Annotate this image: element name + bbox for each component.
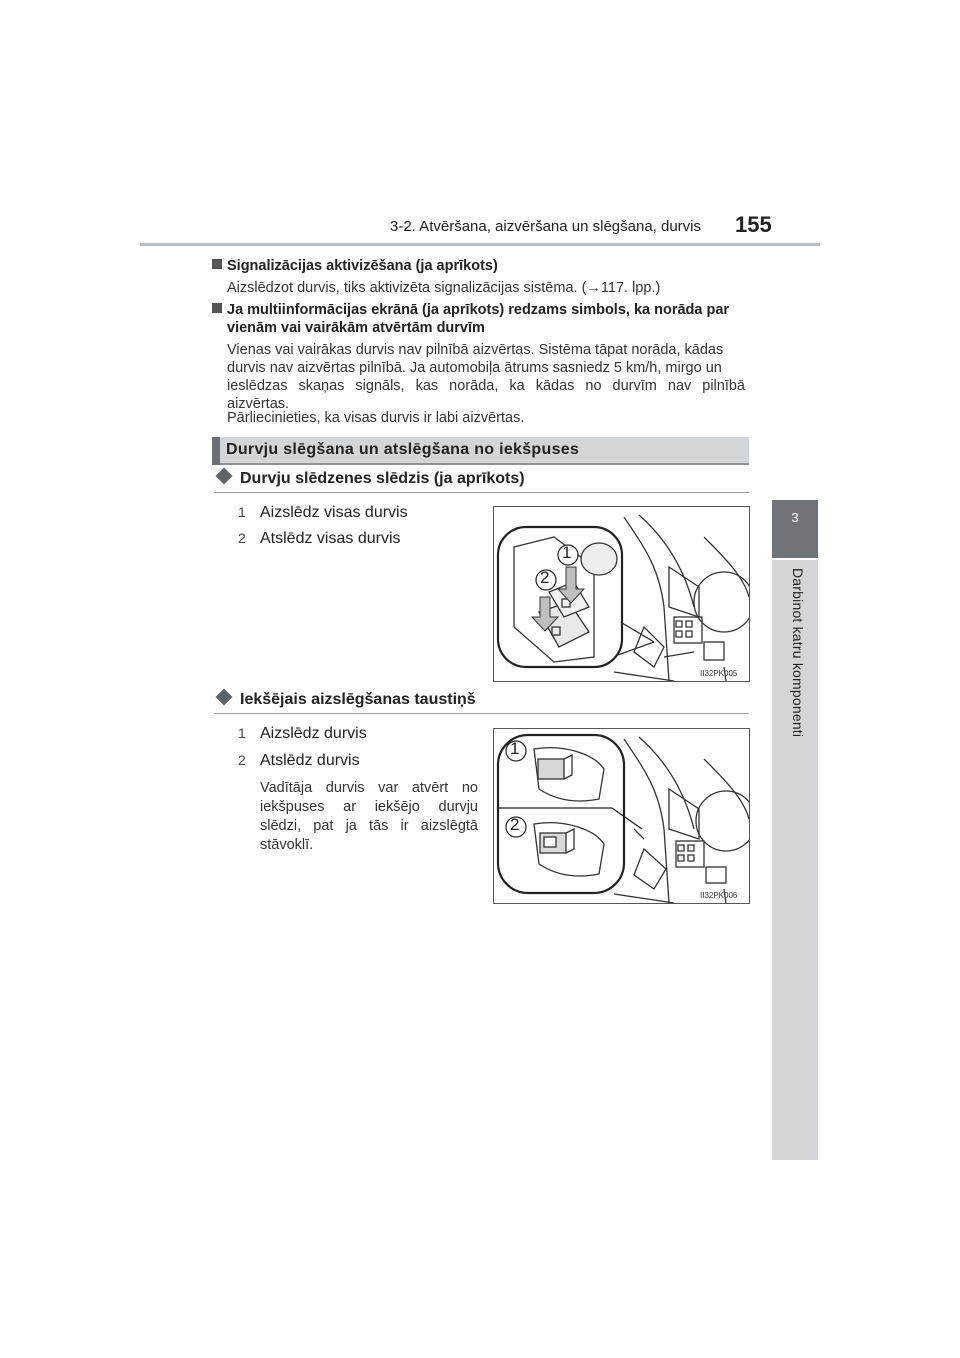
- door-lock-switch-illustration: [494, 507, 749, 681]
- figure-callout: 1: [510, 739, 520, 758]
- inside-lock-button-figure: [493, 728, 750, 904]
- note-line2: iekšpuses ar iekšējo durvju: [260, 799, 478, 815]
- item-label: Atslēdz durvis: [260, 752, 360, 769]
- figure-callout: 1: [562, 543, 572, 562]
- open-door-text-line2: durvis nav aizvērtas pilnībā. Ja automobiļa ātrums sasniedz 5 km/h, mirgo un: [227, 360, 722, 376]
- subsection-divider: [214, 492, 749, 493]
- page-number: 155: [735, 212, 772, 237]
- square-bullet-icon: [212, 303, 222, 313]
- door-lock-switch-figure: [493, 506, 750, 682]
- diamond-bullet-icon: [216, 468, 233, 485]
- item-label: Aizslēdz durvis: [260, 725, 367, 742]
- item-number: 2: [238, 752, 246, 768]
- chapter-tab: 3: [772, 500, 818, 558]
- running-header: 3-2. Atvēršana, aizvēršana un slēgšana, durvis: [390, 218, 702, 235]
- open-door-text-line5: Pārliecinieties, ka visas durvis ir labi aizvērtas.: [227, 410, 525, 426]
- open-door-text-line4: aizvērtas.: [227, 396, 290, 412]
- note-line1: Vadītāja durvis var atvērt no: [260, 780, 478, 796]
- figure-code: II32PK006: [700, 891, 738, 900]
- figure-callout: 2: [540, 568, 550, 587]
- item-label: Aizslēdz visas durvis: [260, 504, 408, 521]
- inside-lock-heading: Iekšējais aizslēgšanas taustiņš: [214, 691, 476, 709]
- open-door-heading: Ja multiinformācijas ekrānā (ja aprīkots) redzams simbols, ka norāda par: [212, 301, 729, 319]
- header-divider: [140, 243, 820, 246]
- item-number: 1: [238, 725, 246, 741]
- alarm-heading: Signalizācijas aktivizēšana (ja aprīkots): [212, 257, 498, 275]
- note-line4: stāvoklī.: [260, 837, 314, 853]
- section-band-marker: [212, 437, 220, 465]
- note-line3: slēdzi, pat ja tās ir aizslēgtā: [260, 818, 478, 834]
- figure-callout: 2: [510, 815, 520, 834]
- figure-code: II32PK005: [700, 669, 738, 678]
- door-lock-switch-heading: Durvju slēdzenes slēdzis (ja aprīkots): [214, 470, 525, 488]
- item-number: 2: [238, 530, 246, 546]
- subsection-divider: [214, 713, 749, 714]
- inside-lock-button-illustration: [494, 729, 749, 903]
- square-bullet-icon: [212, 259, 222, 269]
- item-label: Atslēdz visas durvis: [260, 530, 401, 547]
- item-number: 1: [238, 504, 246, 520]
- section-band-title: Durvju slēgšana un atslēgšana no iekšpuses: [226, 441, 580, 458]
- diamond-bullet-icon: [216, 689, 233, 706]
- open-door-text-line1: Vienas vai vairākas durvis nav pilnībā aizvērtas. Sistēma tāpat norāda, kādas: [227, 342, 724, 358]
- open-door-text-line3: ieslēdzas skaņas signāls, kas norāda, ka kādas no durvīm nav pilnībā: [227, 378, 745, 394]
- alarm-text: Aizslēdzot durvis, tiks aktivizēta signalizācijas sistēma. (→117. lpp.): [227, 280, 661, 296]
- chapter-title: Darbinot katru komponenti: [790, 568, 806, 738]
- open-door-heading-line2: vienām vai vairākām atvērtām durvīm: [227, 320, 485, 336]
